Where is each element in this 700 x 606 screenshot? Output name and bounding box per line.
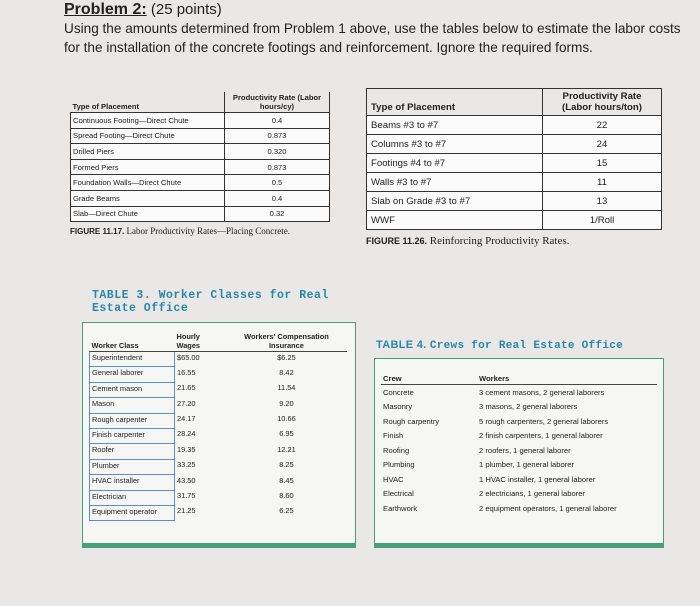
table-row — [71, 128, 330, 144]
cell-insurance: 8.25 — [279, 460, 294, 470]
figure-caption — [366, 236, 662, 246]
table-row — [90, 444, 348, 459]
table-row — [71, 113, 330, 129]
figure-caption — [70, 226, 320, 237]
cell-worker-class: HVAC installer — [90, 475, 175, 490]
cell-insurance: 10.66 — [277, 414, 296, 424]
cell-rate: 0.5 — [225, 175, 330, 191]
cell-insurance: 8.42 — [279, 367, 294, 377]
cell-type: Footings #4 to #7 — [367, 154, 543, 173]
cell-rate: 13 — [543, 192, 662, 211]
table-row — [381, 458, 657, 473]
cell-type: Spread Footing—Direct Chute — [71, 128, 225, 144]
cell-rate: 0.4 — [225, 190, 330, 206]
cell-wage: 19.35 — [177, 444, 196, 454]
table-row — [381, 400, 657, 415]
figure-11-17 — [70, 92, 330, 237]
cell-crew: Finish — [383, 431, 404, 441]
frame-bottom-bar — [375, 543, 663, 547]
table-row — [71, 144, 330, 160]
table-header-row — [367, 89, 662, 116]
reinforcing-productivity-table — [366, 88, 662, 230]
table-row — [90, 413, 348, 428]
cell-worker-class: Cement mason — [90, 382, 175, 397]
cell-workers: 1 plumber, 1 general laborer — [479, 460, 574, 470]
cell-wage: 24.17 — [177, 414, 196, 424]
table-row — [381, 501, 657, 516]
cell-insurance: 8.45 — [279, 475, 294, 485]
problem-label: Problem 2: — [64, 1, 147, 18]
cell-wage: 21.25 — [177, 506, 196, 516]
cell-worker-class: General laborer — [90, 367, 175, 382]
table-row — [90, 398, 348, 413]
table-4-title — [376, 339, 623, 352]
table-row — [90, 352, 348, 367]
table-row — [90, 505, 348, 520]
cell-crew: Concrete — [383, 387, 414, 397]
cell-type: Grade Beams — [71, 190, 225, 206]
table-row — [367, 116, 662, 135]
cell-type: Slab—Direct Chute — [71, 206, 225, 222]
table-4-label: TABLE 4. — [376, 339, 427, 351]
cell-rate: 1/Roll — [543, 211, 662, 230]
col-type-of-placement: Type of Placement — [367, 89, 543, 116]
cell-crew: Rough carpentry — [383, 416, 440, 426]
cell-workers: 2 finish carpenters, 1 general laborer — [479, 431, 603, 441]
cell-crew: Roofing — [383, 445, 410, 455]
cell-rate: 0.320 — [225, 144, 330, 160]
cell-crew: Plumbing — [383, 460, 415, 470]
table-row — [367, 192, 662, 211]
cell-wage: 21.65 — [177, 383, 196, 393]
cell-worker-class: Rough carpenter — [90, 413, 175, 428]
cell-worker-class: Mason — [90, 398, 175, 413]
cell-type: Formed Piers — [71, 159, 225, 175]
col-productivity-rate: Productivity Rate (Labor hours/ton) — [543, 89, 662, 116]
problem-statement — [64, 0, 694, 57]
cell-type: WWF — [367, 211, 543, 230]
table-3-frame — [82, 322, 356, 548]
cell-type: Columns #3 to #7 — [367, 135, 543, 154]
problem-points: (25 points) — [150, 1, 222, 18]
cell-crew: HVAC — [383, 474, 404, 484]
caption-text: Reinforcing Productivity Rates. — [429, 235, 570, 247]
cell-type: Slab on Grade #3 to #7 — [367, 192, 543, 211]
table-header-row — [90, 331, 348, 352]
col-crew: Crew — [381, 373, 477, 385]
table-header-row — [71, 92, 330, 113]
table-row — [367, 173, 662, 192]
concrete-productivity-table — [70, 92, 330, 222]
cell-rate: 0.32 — [225, 206, 330, 222]
table-row — [381, 443, 657, 458]
cell-crew: Electrical — [383, 489, 414, 499]
problem-heading — [64, 0, 694, 19]
cell-crew: Masonry — [383, 402, 413, 412]
cell-insurance: 6.95 — [279, 429, 294, 439]
caption-text: Labor Productivity Rates—Placing Concrete. — [126, 226, 290, 237]
cell-type: Continuous Footing—Direct Chute — [71, 113, 225, 129]
cell-workers: 3 cement masons, 2 general laborers — [479, 387, 605, 397]
worker-classes-table — [89, 331, 347, 521]
cell-workers: 3 masons, 2 general laborers — [479, 402, 578, 412]
cell-wage: 43.50 — [177, 475, 196, 485]
table-row — [90, 382, 348, 397]
caption-label: FIGURE 11.17. — [70, 227, 125, 237]
frame-bottom-bar — [83, 543, 355, 547]
table-row — [367, 135, 662, 154]
table-row — [381, 414, 657, 429]
cell-wage: 33.25 — [177, 460, 196, 470]
cell-rate: 15 — [543, 154, 662, 173]
problem-text: Using the amounts determined from Problem 1 above, use the tables below to estimate the labor costs for the installation of the concrete footings and reinforcement. Ignore the required forms. — [64, 21, 681, 55]
table-row — [71, 206, 330, 222]
cell-workers: 5 rough carpenters, 2 general laborers — [479, 416, 609, 426]
cell-insurance: 6.25 — [279, 506, 294, 516]
cell-workers: 2 electricians, 1 general laborer — [479, 489, 585, 499]
cell-insurance: 8.60 — [279, 491, 294, 501]
cell-wage: 31.75 — [177, 491, 196, 501]
table-3-title: TABLE 3. Worker Classes for Real Estate Office — [92, 289, 329, 315]
cell-type: Drilled Piers — [71, 144, 225, 160]
cell-insurance: 12.21 — [277, 444, 296, 454]
cell-type: Walls #3 to #7 — [367, 173, 543, 192]
cell-worker-class: Equipment operator — [90, 505, 175, 520]
table-row — [367, 154, 662, 173]
cell-insurance: $6.25 — [277, 353, 296, 362]
cell-crew: Earthwork — [383, 503, 418, 513]
col-worker-class: Worker Class — [90, 331, 175, 352]
col-type-of-placement: Type of Placement — [71, 92, 225, 113]
table-header-row — [381, 373, 657, 385]
table-row — [90, 459, 348, 474]
figure-11-26 — [366, 88, 662, 246]
cell-wage: 28.24 — [177, 429, 196, 439]
cell-rate: 24 — [543, 135, 662, 154]
cell-worker-class: Roofer — [90, 444, 175, 459]
cell-type: Foundation Walls—Direct Chute — [71, 175, 225, 191]
table-row — [381, 487, 657, 502]
cell-worker-class: Electrician — [90, 490, 175, 505]
table-row — [381, 385, 657, 400]
cell-workers: 2 roofers, 1 general laborer — [479, 445, 571, 455]
table-row — [367, 211, 662, 230]
col-hourly-wages: Hourly Wages — [175, 331, 226, 352]
cell-workers: 1 HVAC installer, 1 general laborer — [479, 474, 596, 484]
table-row — [90, 428, 348, 443]
cell-rate: 0.4 — [225, 113, 330, 129]
cell-rate: 0.873 — [225, 128, 330, 144]
cell-insurance: 9.20 — [279, 398, 294, 408]
cell-rate: 22 — [543, 116, 662, 135]
cell-wage: 16.55 — [177, 367, 196, 377]
cell-wage: $65.00 — [177, 353, 200, 362]
cell-worker-class: Superintendent — [90, 352, 175, 367]
crews-table — [381, 373, 657, 516]
cell-rate: 11 — [543, 173, 662, 192]
cell-workers: 2 equipment operators, 1 general laborer — [479, 503, 617, 513]
col-workers: Workers — [477, 373, 657, 385]
cell-worker-class: Finish carpenter — [90, 428, 175, 443]
table-row — [90, 490, 348, 505]
table-row — [90, 367, 348, 382]
table-row — [90, 475, 348, 490]
col-productivity-rate: Productivity Rate (Labor hours/cy) — [225, 92, 330, 113]
table-4-text: Crews for Real Estate Office — [429, 340, 624, 352]
cell-worker-class: Plumber — [90, 459, 175, 474]
table-row — [71, 175, 330, 191]
table-row — [71, 190, 330, 206]
cell-wage: 27.20 — [177, 398, 196, 408]
cell-insurance: 11.54 — [277, 383, 296, 393]
table-row — [71, 159, 330, 175]
table-row — [381, 429, 657, 444]
table-4-frame — [374, 358, 664, 548]
caption-label: FIGURE 11.26. — [366, 236, 428, 246]
table-row — [381, 472, 657, 487]
cell-rate: 0.873 — [225, 159, 330, 175]
col-workers-comp: Workers' Compensation Insurance — [226, 331, 347, 352]
cell-type: Beams #3 to #7 — [367, 116, 543, 135]
